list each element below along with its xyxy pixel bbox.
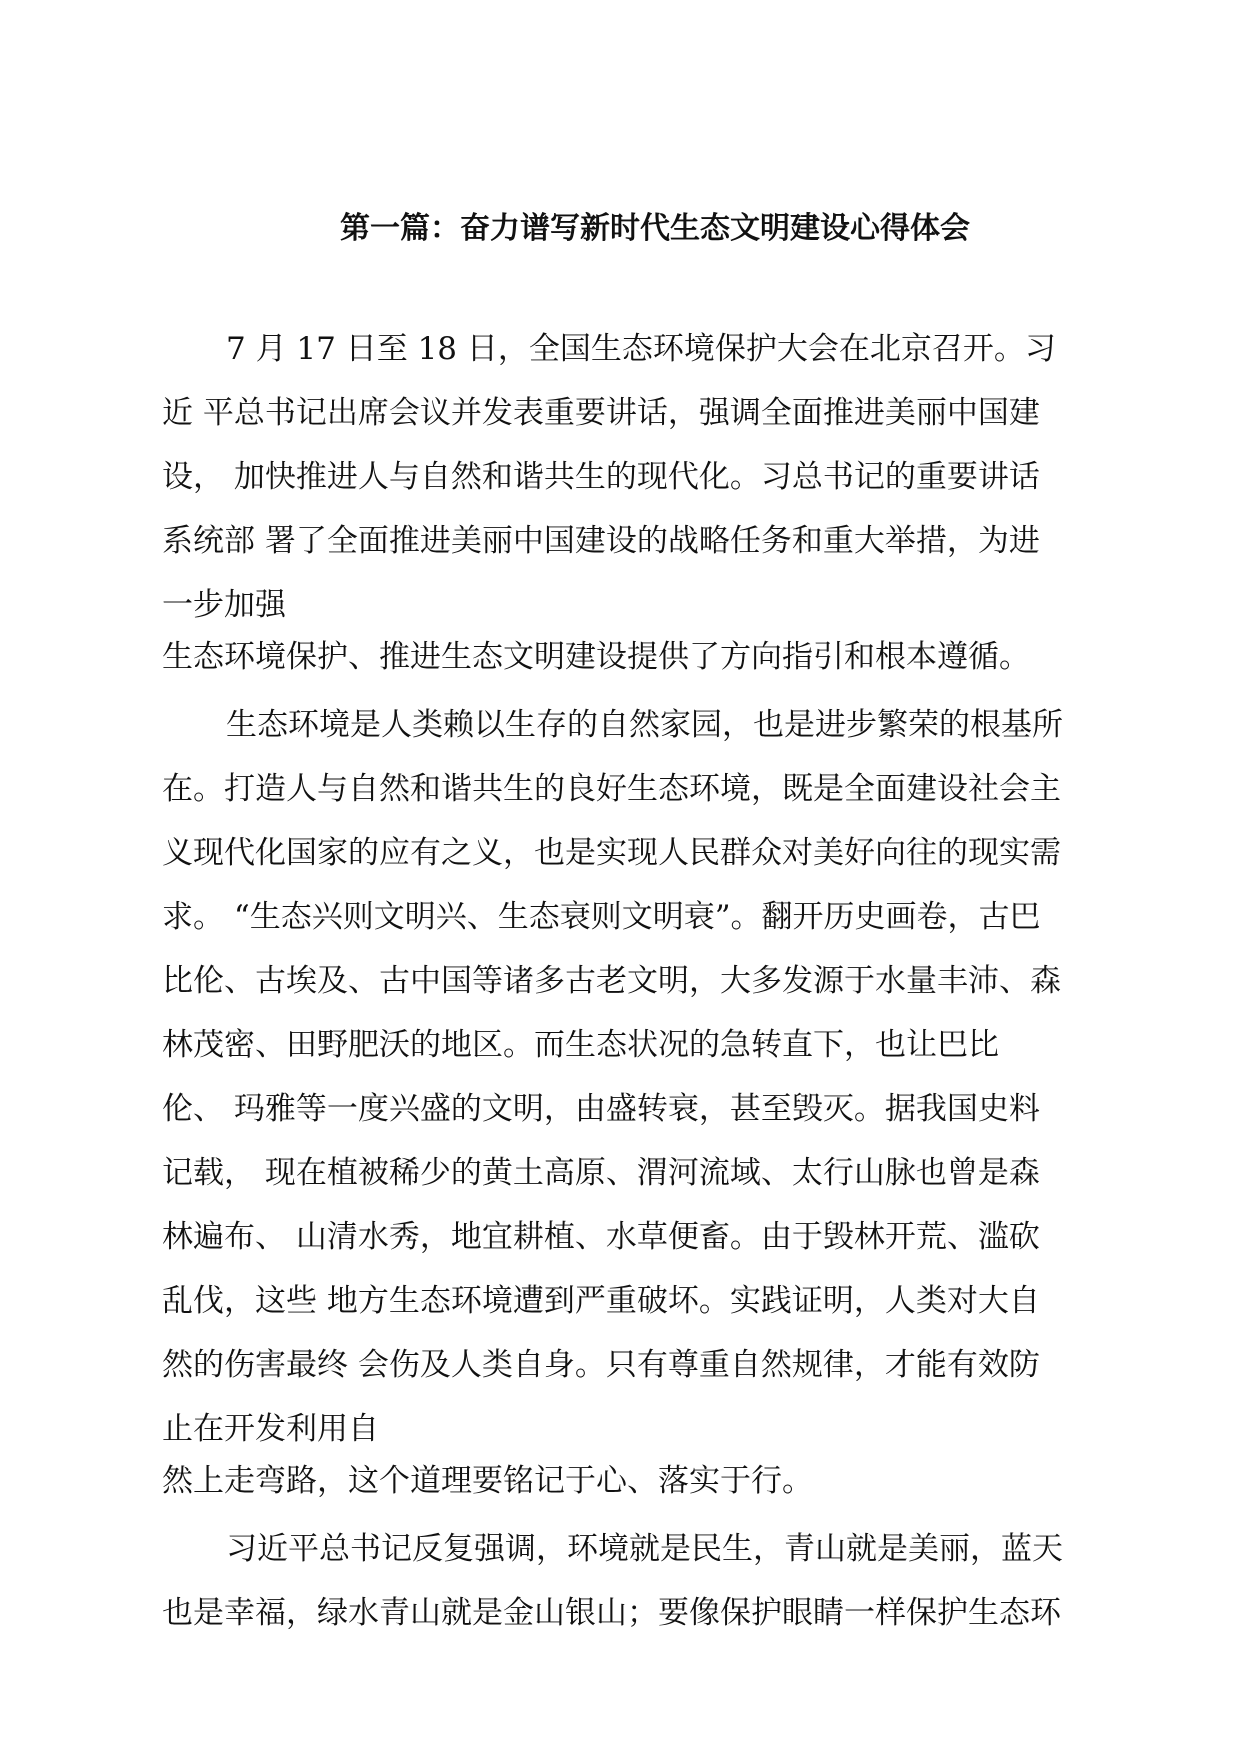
text-line: 生态环境保护、推进生态文明建设提供了方向指引和根本遵循。 <box>162 639 1030 675</box>
text-line: 7 月 17 日至 18 日，全国生态环境保护大会在北京召开。习 <box>226 331 1056 367</box>
text-line: 乱伐，这些 地方生态环境遭到严重破坏。实践证明，人类对大自 <box>162 1283 1040 1319</box>
text-line: 记载， 现在植被稀少的黄土高原、渭河流域、太行山脉也曾是森 <box>162 1155 1040 1191</box>
document-body <box>162 328 1122 1656</box>
text-line: 林茂密、田野肥沃的地区。而生态状况的急转直下，也让巴比 <box>162 1027 999 1063</box>
text-line: 习近平总书记反复强调，环境就是民生，青山就是美丽，蓝天 <box>226 1531 1063 1567</box>
text-line: 伦、 玛雅等一度兴盛的文明，由盛转衰，甚至毁灭。据我国史料 <box>162 1091 1040 1127</box>
text-line: 设， 加快推进人与自然和谐共生的现代化。习总书记的重要讲话 <box>162 459 1040 495</box>
text-line: 在。打造人与自然和谐共生的良好生态环境，既是全面建设社会主 <box>162 771 1061 807</box>
text-line: 林遍布、 山清水秀，地宜耕植、水草便畜。由于毁林开荒、滥砍 <box>162 1219 1040 1255</box>
text-line: 生态环境是人类赖以生存的自然家园，也是进步繁荣的根基所 <box>226 707 1063 743</box>
text-line: 求。 “生态兴则文明兴、生态衰则文明衰”。翻开历史画卷，古巴 <box>162 899 1041 935</box>
text-line: 系统部 署了全面推进美丽中国建设的战略任务和重大举措，为进 <box>162 523 1040 559</box>
text-line: 也是幸福，绿水青山就是金山银山；要像保护眼睛一样保护生态环 <box>162 1595 1061 1631</box>
text-line: 止在开发利用自 <box>162 1411 379 1447</box>
text-line: 比伦、古埃及、古中国等诸多古老文明，大多发源于水量丰沛、森 <box>162 963 1061 999</box>
text-line: 近 平总书记出席会议并发表重要讲话，强调全面推进美丽中国建 <box>162 395 1040 431</box>
text-line: 然的伤害最终 会伤及人类自身。只有尊重自然规律，才能有效防 <box>162 1347 1040 1383</box>
text-line: 然上走弯路，这个道理要铭记于心、落实于行。 <box>162 1463 813 1499</box>
text-line: 义现代化国家的应有之义，也是实现人民群众对美好向往的现实需 <box>162 835 1061 871</box>
document-title: 第一篇：奋力谱写新时代生态文明建设心得体会 <box>340 211 970 246</box>
text-line: 一步加强 <box>162 587 286 623</box>
